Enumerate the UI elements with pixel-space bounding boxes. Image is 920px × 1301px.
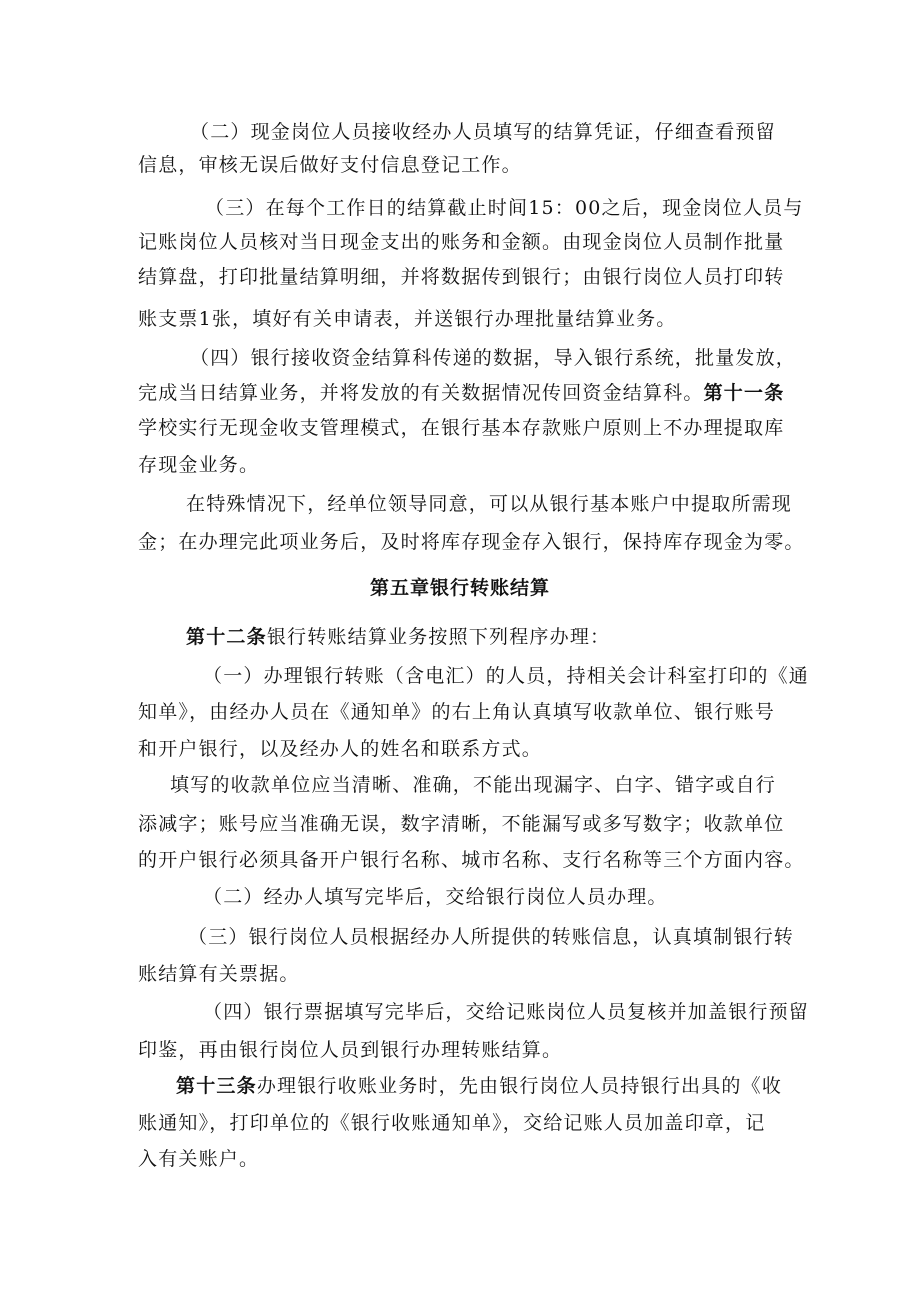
paragraph-line: 记账岗位人员核对当日现金支出的账务和金额。由现金岗位人员制作批量: [138, 231, 785, 253]
paragraph-line: 信息，审核无误后做好支付信息登记工作。: [138, 154, 522, 176]
paragraph-line: 存现金业务。: [138, 454, 260, 476]
paragraph-line: 结算盘，打印批量结算明细，并将数据传到银行；由银行岗位人员打印转: [138, 266, 785, 288]
paragraph-line: （四）银行接收资金结算科传递的数据，导入银行系统，批量发放，: [190, 347, 797, 369]
paragraph-line: 添减字；账号应当准确无误，数字清晰，不能漏写或多写数字；收款单位: [138, 813, 785, 835]
article-label: 第十二条: [186, 626, 267, 648]
paragraph-line: （三）银行岗位人员根据经办人所提供的转账信息，认真填制银行转: [188, 926, 795, 948]
article-label: 第十一条: [703, 382, 785, 404]
paragraph-line: （二）现金岗位人员接收经办人员填写的结算凭证，仔细查看预留: [190, 121, 776, 143]
line-text: 办理银行收账业务时，先由银行岗位人员持银行出具的《收: [256, 1075, 783, 1097]
paragraph-line: 账支票1张，填好有关申请表，并送银行办理批量结算业务。: [138, 308, 677, 330]
paragraph-line: [176, 1074, 782, 1098]
paragraph-line: 印鉴，再由银行岗位人员到银行办理转账结算。: [138, 1039, 563, 1061]
paragraph-line: 账通知》，打印单位的《银行收账通知单》，交给记账人员加盖印章，记: [138, 1112, 766, 1134]
paragraph-line: （二）经办人填写完毕后，交给银行岗位人员办理。: [203, 886, 668, 908]
paragraph-line: [186, 625, 610, 649]
paragraph-line: 和开户银行，以及经办人的姓名和联系方式。: [138, 738, 543, 760]
paragraph-line: 知单》，由经办人员在《通知单》的右上角认真填写收款单位、银行账号: [138, 701, 775, 723]
line-text: 完成当日结算业务，并将发放的有关数据情况传回资金结算科。: [138, 382, 704, 404]
paragraph-line: （四）银行票据填写完毕后，交给记账岗位人员复核并加盖银行预留: [203, 1001, 810, 1023]
paragraph-line: （一）办理银行转账（含电汇）的人员，持相关会计科室打印的《通: [203, 665, 810, 687]
chapter-title: 第五章银行转账结算: [369, 577, 550, 599]
paragraph-line: 在特殊情况下，经单位领导同意，可以从银行基本账户中提取所需现: [186, 493, 793, 515]
paragraph-line: （三）在每个工作日的结算截止时间15：00之后，现金岗位人员与: [205, 197, 804, 219]
paragraph-line: 学校实行无现金收支管理模式，在银行基本存款账户原则上不办理提取库: [138, 417, 785, 439]
paragraph-line: 账结算有关票据。: [138, 963, 300, 985]
line-text: 银行转账结算业务按照下列程序办理：: [266, 626, 611, 648]
paragraph-line: 填写的收款单位应当清晰、准确，不能出现漏字、白字、错字或自行: [170, 774, 777, 796]
article-label: 第十三条: [176, 1075, 257, 1097]
paragraph-line: [138, 381, 784, 405]
paragraph-line: 金；在办理完此项业务后，及时将库存现金存入银行，保持库存现金为零。: [138, 531, 805, 553]
paragraph-line: 的开户银行必须具备开户银行名称、城市名称、支行名称等三个方面内容。: [138, 849, 805, 871]
paragraph-line: 入有关账户。: [138, 1148, 260, 1170]
